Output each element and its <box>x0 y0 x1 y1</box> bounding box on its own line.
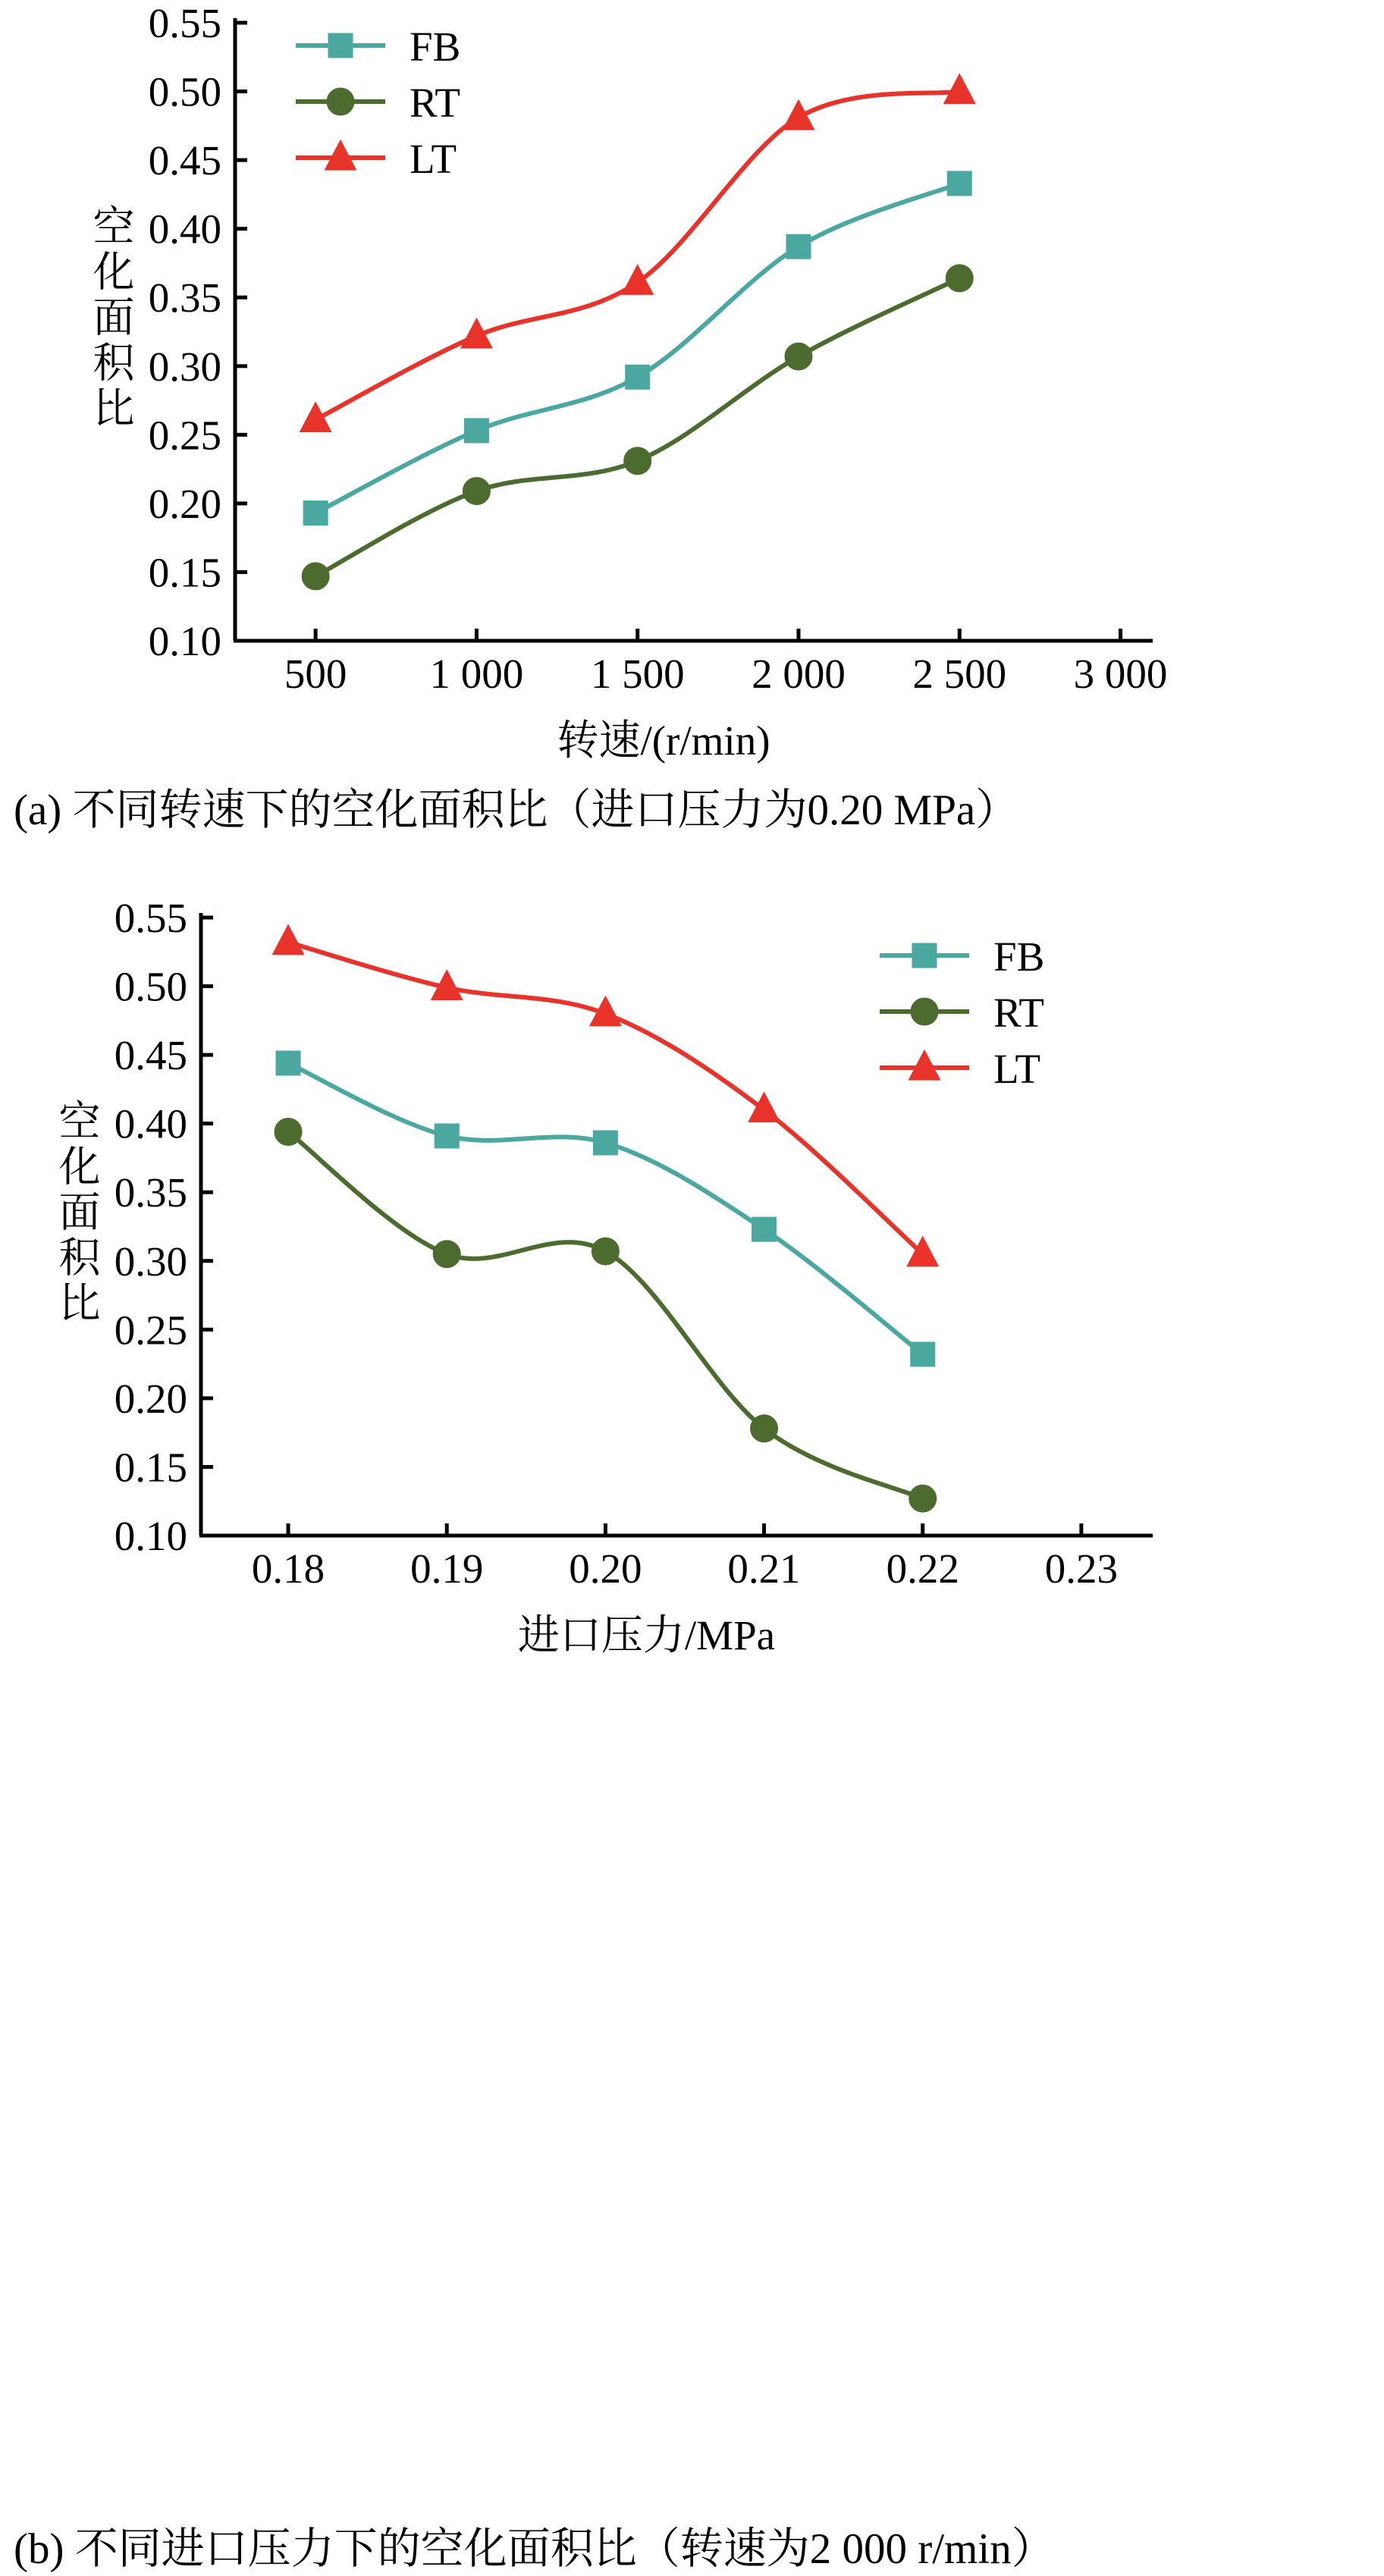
legend-label-fb: FB <box>993 933 1045 980</box>
y-tick-label: 0.45 <box>148 137 221 184</box>
svg-text:化: 化 <box>93 249 135 296</box>
y-tick-label: 0.30 <box>114 1238 187 1285</box>
data-point-rt <box>463 478 489 504</box>
cavitation-vs-speed-chart <box>0 0 1384 766</box>
panel-b-caption: (b) 不同进口压力下的空化面积比（转速为2 000 r/min） <box>14 2525 1055 2573</box>
series-line-rt <box>288 1132 923 1499</box>
y-tick-label: 0.25 <box>114 1307 187 1354</box>
x-tick-label: 0.20 <box>569 1545 642 1592</box>
x-tick-label: 0.23 <box>1044 1545 1118 1592</box>
y-tick-label: 0.40 <box>148 206 221 253</box>
series-line-lt <box>288 943 923 1254</box>
y-tick-label: 0.15 <box>114 1444 187 1491</box>
svg-text:空: 空 <box>93 203 135 250</box>
x-tick-label: 0.18 <box>251 1545 325 1592</box>
legend-label-rt: RT <box>993 990 1044 1036</box>
x-tick-label: 500 <box>284 651 347 697</box>
data-point-fb <box>465 419 488 442</box>
data-point-lt <box>784 102 813 129</box>
y-tick-label: 0.50 <box>114 963 187 1010</box>
legend <box>880 933 1044 1092</box>
data-point-lt <box>301 403 330 431</box>
y-tick-label: 0.45 <box>114 1032 187 1079</box>
x-tick-label: 1 000 <box>429 651 524 697</box>
y-tick-label: 0.35 <box>114 1169 187 1216</box>
panel-a-caption: (a) 不同转速下的空化面积比（进口压力为0.20 MPa） <box>14 786 1019 834</box>
svg-text:面: 面 <box>93 294 135 341</box>
data-point-lt <box>274 927 303 954</box>
data-point-rt <box>303 563 328 589</box>
data-point-lt <box>750 1094 779 1122</box>
svg-text:空: 空 <box>58 1098 101 1145</box>
y-tick-label: 0.20 <box>148 480 221 527</box>
data-point-fb <box>948 172 971 195</box>
y-tick-label: 0.50 <box>148 68 221 115</box>
y-tick-label: 0.30 <box>148 343 221 390</box>
x-tick-label: 0.21 <box>727 1545 801 1592</box>
y-tick-label: 0.35 <box>148 275 221 322</box>
x-tick-label: 0.22 <box>886 1545 959 1592</box>
legend-marker-rt <box>328 89 353 115</box>
data-point-rt <box>434 1241 460 1267</box>
data-point-fb <box>753 1218 776 1241</box>
chart-panel-a <box>0 0 1384 834</box>
data-point-fb <box>626 366 649 388</box>
data-point-rt <box>275 1119 301 1145</box>
series-line-rt <box>315 278 959 576</box>
y-tick-label: 0.10 <box>148 618 221 664</box>
svg-text:积: 积 <box>93 340 135 387</box>
data-point-fb <box>787 235 810 258</box>
y-axis-title <box>58 1099 102 1327</box>
x-tick-label: 3 000 <box>1073 651 1168 697</box>
x-tick-label: 1 500 <box>590 651 685 697</box>
legend <box>296 24 460 182</box>
y-tick-label: 0.10 <box>114 1513 187 1559</box>
cavitation-vs-pressure-chart <box>0 834 1384 1668</box>
legend-label-rt: RT <box>410 80 460 126</box>
x-axis-title: 转速/(r/min) <box>557 717 770 764</box>
legend-marker-fb <box>913 944 936 967</box>
x-tick-label: 2 000 <box>752 651 846 697</box>
data-point-rt <box>910 1486 936 1511</box>
svg-text:面: 面 <box>58 1189 101 1236</box>
legend-label-fb: FB <box>410 24 461 70</box>
x-axis-title: 进口压力/MPa <box>517 1612 776 1658</box>
legend-marker-fb <box>329 34 352 57</box>
y-tick-label: 0.40 <box>114 1100 187 1147</box>
svg-text:化: 化 <box>58 1144 101 1191</box>
svg-text:比: 比 <box>58 1280 101 1327</box>
data-point-fb <box>435 1125 458 1147</box>
legend-label-lt: LT <box>993 1046 1041 1092</box>
x-tick-label: 0.19 <box>410 1545 484 1592</box>
svg-text:比: 比 <box>93 385 135 432</box>
legend-marker-rt <box>912 999 937 1024</box>
data-point-fb <box>277 1052 300 1075</box>
data-point-rt <box>625 448 651 474</box>
data-point-rt <box>592 1238 618 1264</box>
y-axis-title <box>93 204 136 432</box>
x-tick-label: 2 500 <box>912 651 1007 697</box>
y-tick-label: 0.20 <box>114 1375 187 1422</box>
data-point-lt <box>945 76 974 103</box>
data-point-fb <box>594 1131 617 1154</box>
data-point-fb <box>304 502 327 525</box>
y-tick-label: 0.55 <box>148 0 221 46</box>
svg-text:积: 积 <box>58 1235 101 1282</box>
data-point-rt <box>752 1416 777 1442</box>
y-tick-label: 0.55 <box>114 895 187 941</box>
y-tick-label: 0.15 <box>148 549 221 596</box>
chart-panel-b <box>0 834 1384 2573</box>
y-tick-label: 0.25 <box>148 412 221 459</box>
series-line-fb <box>288 1063 923 1354</box>
data-point-rt <box>946 265 972 291</box>
data-point-fb <box>912 1343 934 1366</box>
data-point-lt <box>623 266 652 293</box>
data-point-rt <box>786 344 811 369</box>
legend-label-lt: LT <box>410 136 457 182</box>
